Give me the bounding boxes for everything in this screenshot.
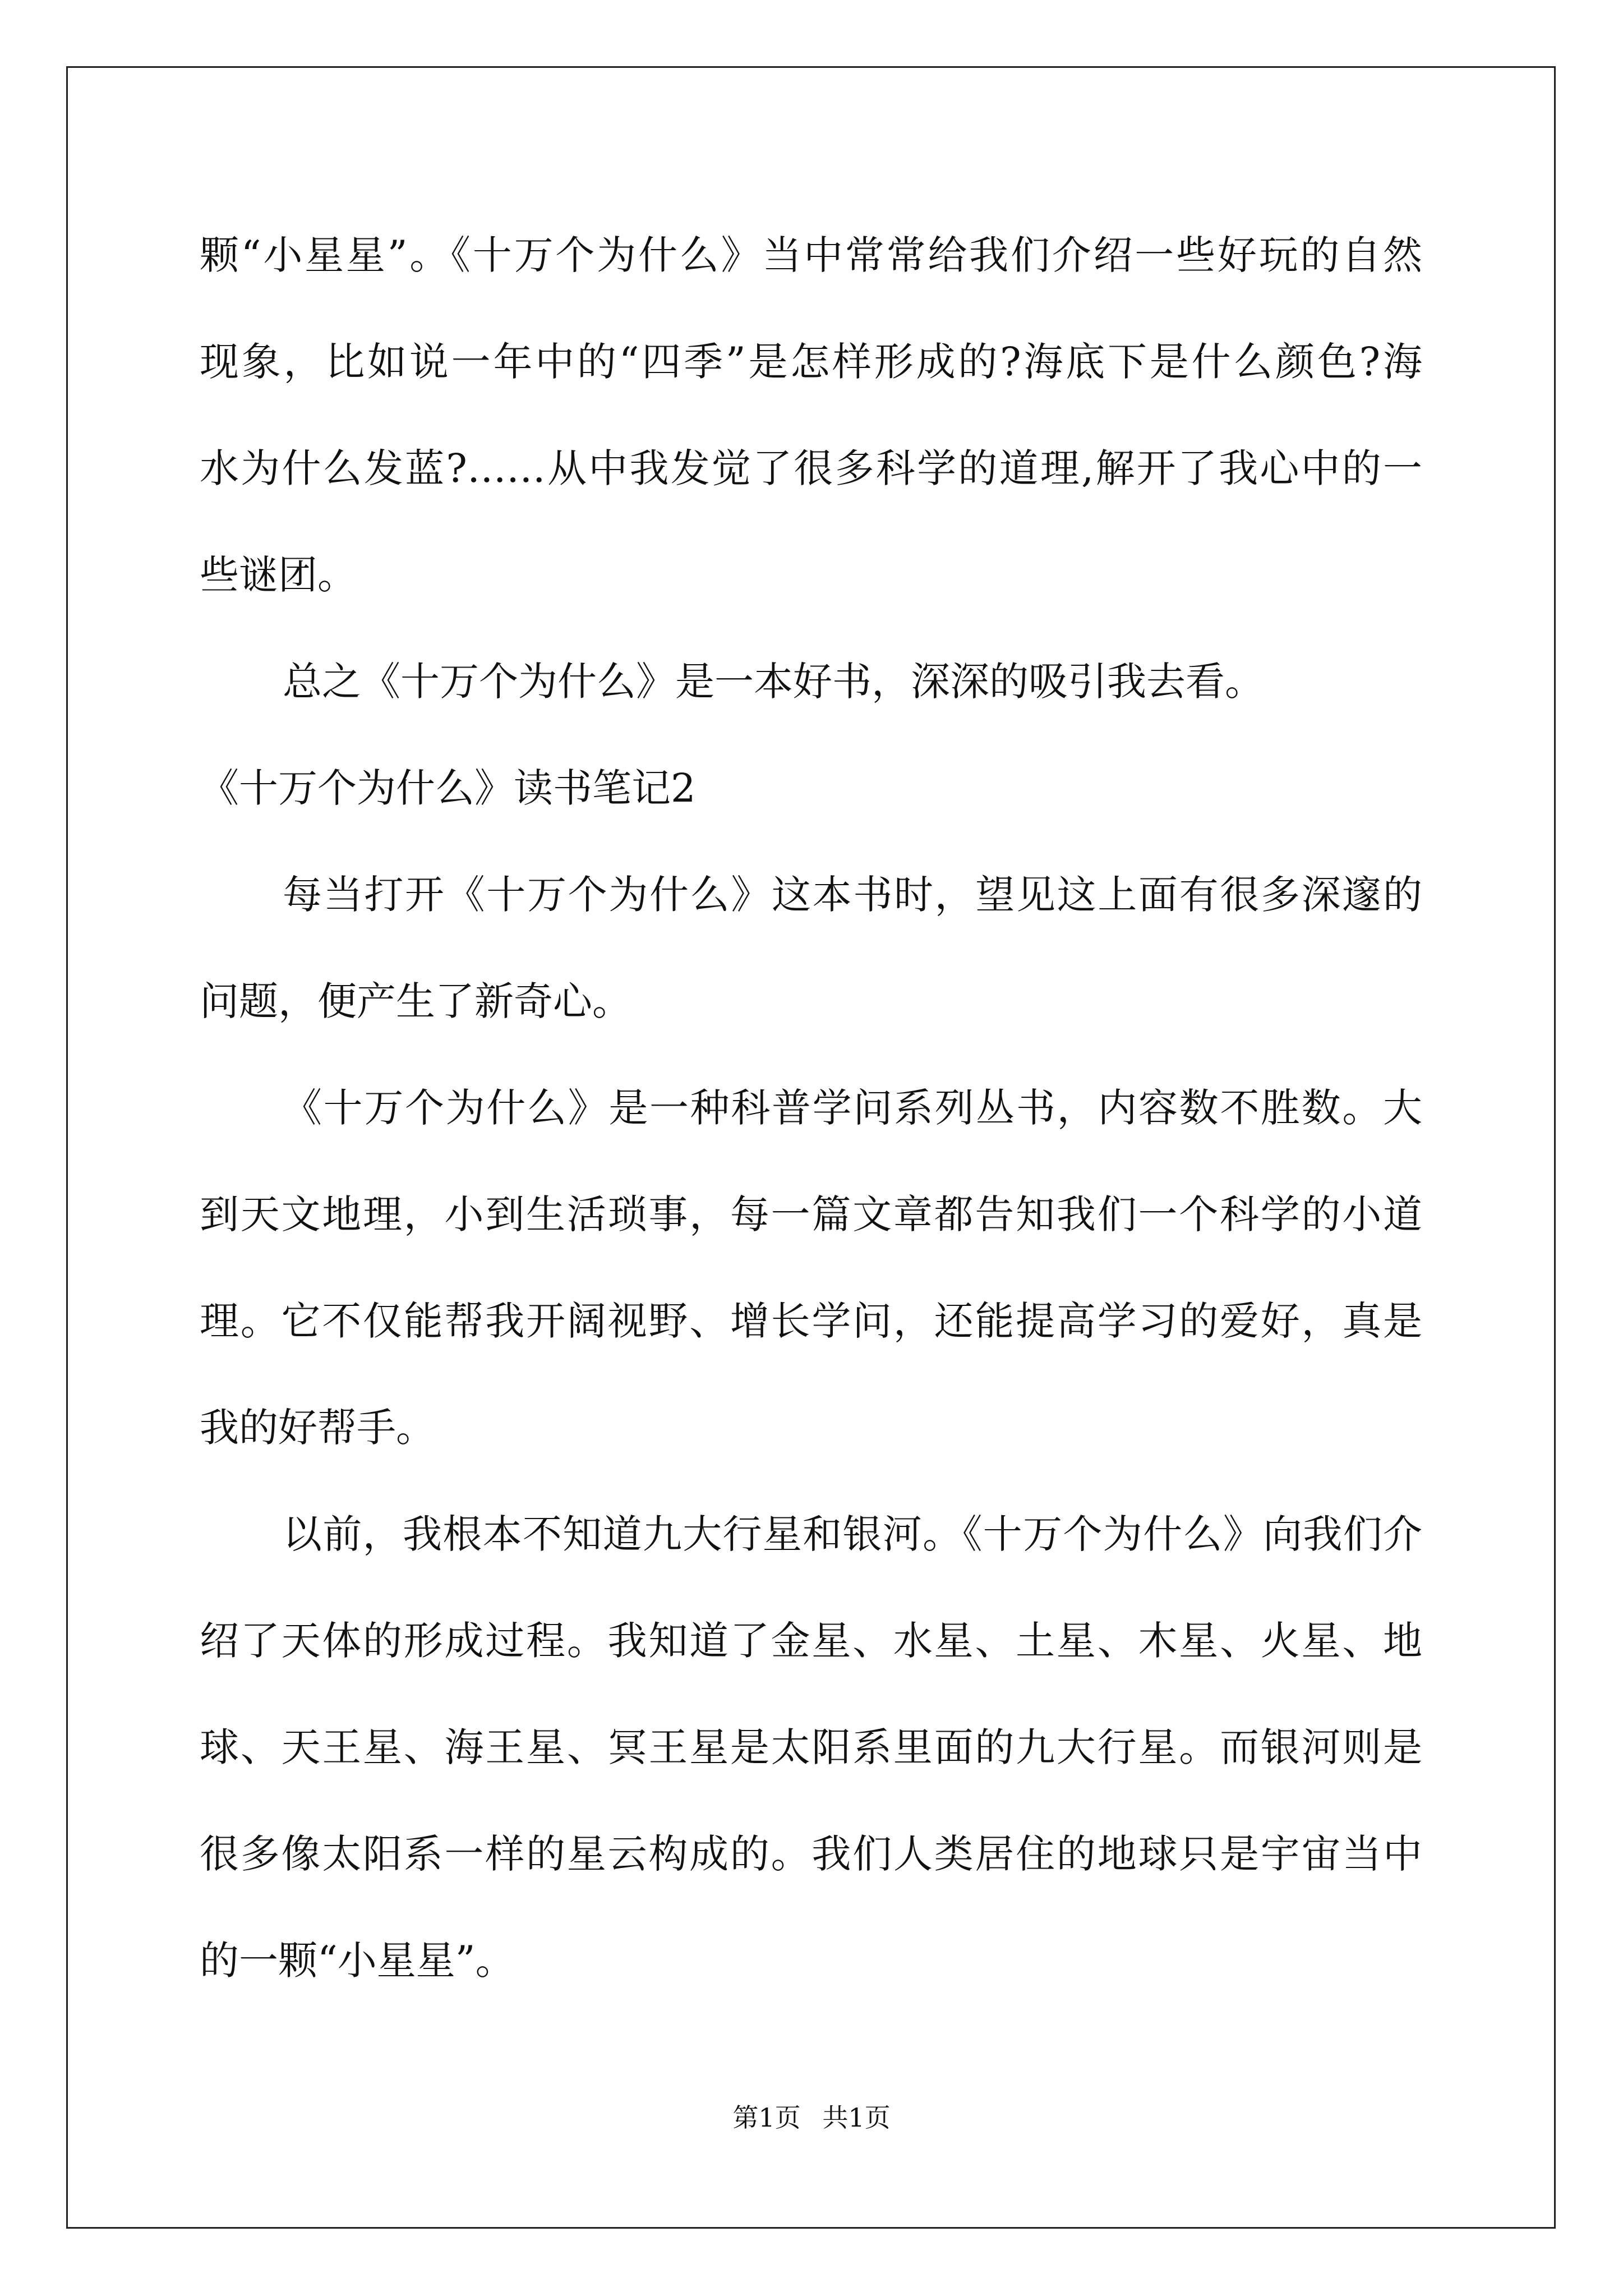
line-text: 的一颗“小星星”。 xyxy=(200,1938,515,1984)
text-line xyxy=(200,1801,1422,1907)
paragraph xyxy=(200,1055,1422,1481)
text-line xyxy=(200,1374,1422,1481)
line-text: 我的好帮手。 xyxy=(200,1405,435,1451)
text-line xyxy=(200,1481,1422,1588)
line-text: 以前，我根本不知道九大行星和银河。《十万个为什么》向我们介 xyxy=(283,1511,1422,1557)
line-text: 每当打开《十万个为什么》这本书时，望见这上面有很多深邃的 xyxy=(283,872,1422,918)
line-text: 问题，便产生了新奇心。 xyxy=(200,978,631,1024)
text-line xyxy=(200,415,1422,522)
line-text: 水为什么发蓝?……从中我发觉了很多科学的道理,解开了我心中的一 xyxy=(200,445,1422,491)
text-line xyxy=(200,309,1422,415)
text-line xyxy=(200,1161,1422,1268)
paragraph xyxy=(200,841,1422,1055)
heading-text: 《十万个为什么》读书笔记2 xyxy=(200,765,696,811)
paragraph xyxy=(200,202,1422,628)
section-heading xyxy=(200,735,1422,841)
line-text: 到天文地理，小到生活琐事，每一篇文章都告知我们一个科学的小道 xyxy=(200,1191,1422,1237)
page-footer xyxy=(0,2101,1623,2134)
line-text: 球、天王星、海王星、冥王星是太阳系里面的九大行星。而银河则是 xyxy=(200,1724,1422,1770)
page-total: 共1页 xyxy=(822,2102,891,2133)
line-text: 《十万个为什么》是一种科普学问系列丛书，内容数不胜数。大 xyxy=(283,1085,1422,1131)
paragraph xyxy=(200,1481,1422,2014)
text-line xyxy=(200,1055,1422,1161)
line-text: 些谜团。 xyxy=(200,552,357,598)
document-body xyxy=(200,202,1422,2014)
line-text: 现象，比如说一年中的“四季”是怎样形成的?海底下是什么颜色?海 xyxy=(200,339,1422,385)
text-line xyxy=(200,1268,1422,1374)
paragraph xyxy=(200,628,1422,735)
line-text: 绍了天体的形成过程。我知道了金星、水星、土星、木星、火星、地 xyxy=(200,1618,1422,1664)
line-text: 颗“小星星”。《十万个为什么》当中常常给我们介绍一些好玩的自然 xyxy=(200,232,1422,278)
text-line xyxy=(200,522,1422,628)
text-line xyxy=(200,1907,1422,2014)
text-line xyxy=(200,1588,1422,1694)
line-text: 理。它不仅能帮我开阔视野、增长学问，还能提高学习的爱好，真是 xyxy=(200,1298,1422,1344)
text-line xyxy=(200,628,1422,735)
page-number: 第1页 xyxy=(732,2102,801,2133)
text-line xyxy=(200,948,1422,1055)
line-text: 很多像太阳系一样的星云构成的。我们人类居住的地球只是宇宙当中 xyxy=(200,1831,1422,1877)
text-line xyxy=(200,841,1422,948)
text-line xyxy=(200,735,1422,841)
text-line xyxy=(200,202,1422,309)
text-line xyxy=(200,1694,1422,1801)
line-text: 总之《十万个为什么》是一本好书，深深的吸引我去看。 xyxy=(283,659,1264,705)
